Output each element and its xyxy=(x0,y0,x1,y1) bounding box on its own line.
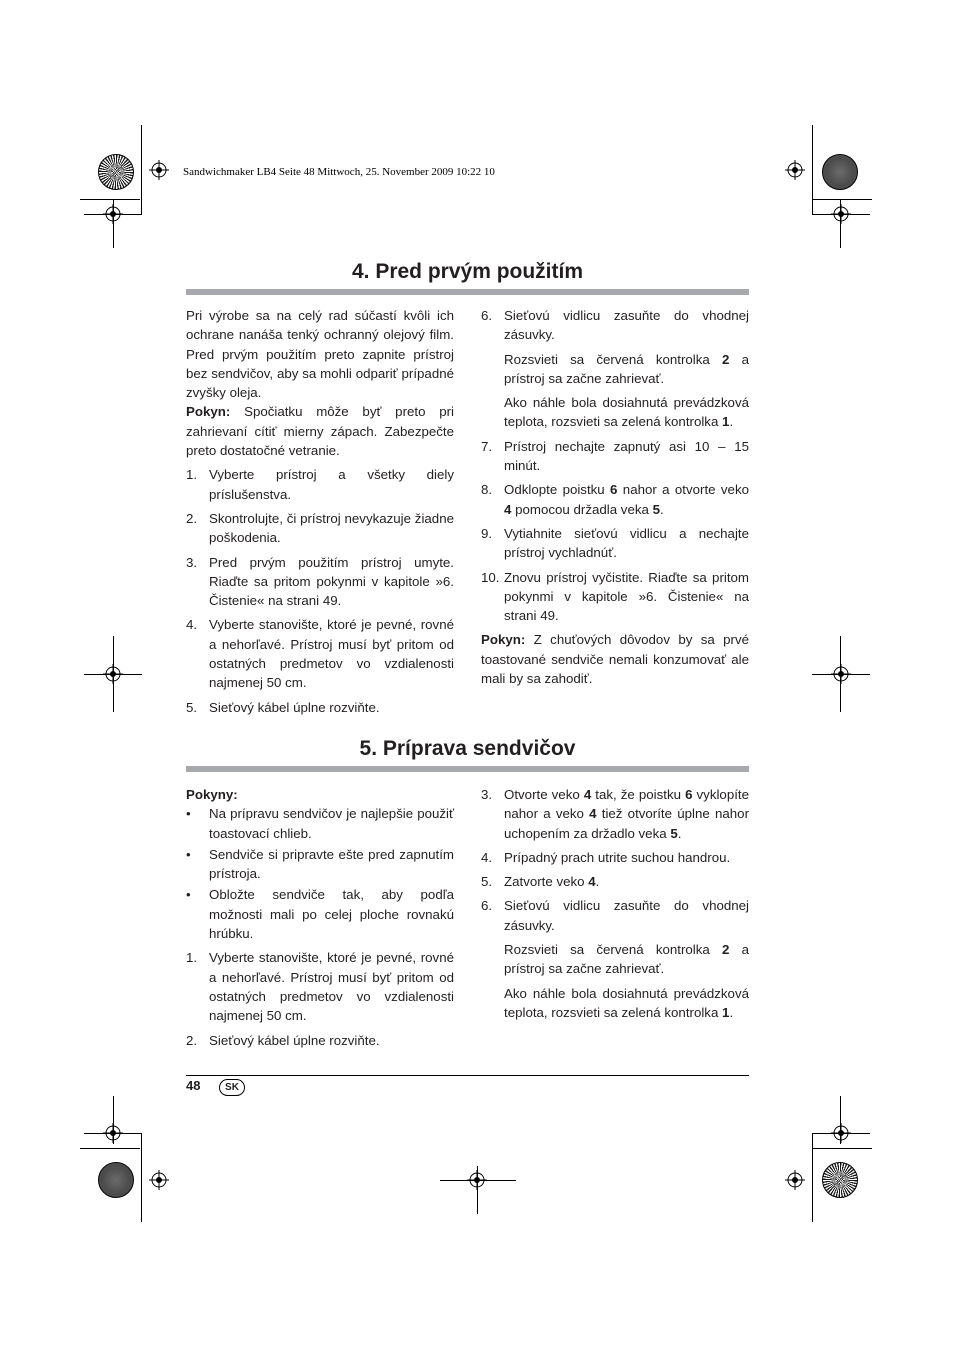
step-text: Sieťovú vidlicu zasuňte do vhodnej zásuvky. xyxy=(504,898,749,933)
crop-line xyxy=(141,125,142,215)
registration-mark-icon xyxy=(785,160,805,180)
hints-label: Pokyny: xyxy=(186,787,238,802)
step-text: pomocou držadla veka xyxy=(511,501,653,517)
detail-text: . xyxy=(729,1004,734,1020)
step-detail xyxy=(481,940,749,979)
step-number: 4. xyxy=(186,617,198,633)
section5-right-column xyxy=(481,785,749,1022)
part-number: 1 xyxy=(722,1004,730,1020)
note-label: Pokyn: xyxy=(186,404,231,420)
starburst-rosette-icon xyxy=(822,1162,858,1198)
registration-mark-icon xyxy=(103,204,123,224)
registration-mark-icon xyxy=(149,1170,169,1190)
crop-line xyxy=(812,125,813,215)
list-item xyxy=(186,698,454,717)
page-number: 48 xyxy=(186,1078,201,1093)
registration-mark-icon xyxy=(103,1123,123,1143)
part-number: 6 xyxy=(610,482,618,498)
step-text: Vyberte stanovište, ktoré je pevné, rovné a nehorľavé. Prístroj musí byť pritom od ostatných predmetov vo vzdialenosti najmenej 50 cm. xyxy=(209,950,454,1024)
list-item xyxy=(481,568,749,626)
section-rule xyxy=(186,766,749,772)
step-text: Zatvorte veko xyxy=(504,874,589,890)
part-number: 2 xyxy=(722,351,730,367)
crop-line xyxy=(812,1148,872,1149)
crop-line xyxy=(812,199,872,200)
step-text: vyklopíte nahor a veko xyxy=(504,787,750,822)
step-text: tiež otvoríte úplne nahor uchopením za držadlo veka xyxy=(504,806,749,841)
step-number: 5. xyxy=(186,699,198,715)
step-text: Otvorte veko xyxy=(504,787,584,802)
list-item xyxy=(481,848,749,867)
list-item xyxy=(481,437,749,476)
bullet-icon: • xyxy=(186,846,191,862)
section-title-first-use: 4. Pred prvým použitím xyxy=(351,260,584,283)
starburst-rosette-icon xyxy=(98,154,134,190)
step-detail xyxy=(481,393,749,432)
part-number: 4 xyxy=(583,787,592,802)
list-item xyxy=(186,465,454,504)
section-title-sandwich-prep: 5. Príprava sendvičov xyxy=(359,737,576,760)
step-number: 7. xyxy=(481,438,493,454)
detail-text: a prístroj sa začne zahrievať. xyxy=(504,942,749,977)
bullet-item xyxy=(186,845,454,884)
part-number: 4 xyxy=(504,501,512,517)
detail-text: Ako náhle bola dosiahnutá prevádzková teplota, rozsvieti sa zelená kontrolka xyxy=(504,985,749,1020)
registration-mark-icon xyxy=(785,1170,805,1190)
registration-mark-icon xyxy=(831,204,851,224)
step-number: 1. xyxy=(186,950,198,966)
registration-mark-icon xyxy=(467,1170,487,1190)
starburst-rosette-icon xyxy=(822,154,858,190)
step-number: 6. xyxy=(481,898,493,914)
bullet-item xyxy=(186,804,454,843)
step-number: 10. xyxy=(481,569,500,585)
section-rule xyxy=(186,289,749,295)
step-number: 2. xyxy=(186,510,198,526)
note-paragraph xyxy=(186,402,454,460)
section4-left-column xyxy=(186,306,454,717)
note-text: Spočiatku môže byť preto pri zahrievaní cítiť mierny zápach. Zabezpečte preto dostatočné vetranie. xyxy=(186,404,454,459)
step-number: 9. xyxy=(481,525,493,541)
bullet-icon: • xyxy=(186,806,191,822)
part-number: 1 xyxy=(722,414,730,430)
step-text: Vyberte prístroj a všetky diely príslušenstva. xyxy=(209,467,454,502)
step-text: Prístroj nechajte zapnutý asi 10 – 15 minút. xyxy=(504,438,749,474)
step-text: Vytiahnite sieťovú vidlicu a nechajte prístroj vychladnúť. xyxy=(504,525,749,561)
step-text: . xyxy=(595,874,600,890)
step-text: Odklopte poistku xyxy=(504,482,611,498)
crop-line xyxy=(80,199,140,200)
list-item xyxy=(186,553,454,611)
step-text: . xyxy=(660,501,664,517)
list-item xyxy=(186,615,454,692)
list-item xyxy=(481,306,749,345)
bullet-text: Sendviče si pripravte ešte pred zapnutím prístroja. xyxy=(209,846,454,882)
starburst-rosette-icon xyxy=(98,1162,134,1198)
list-item xyxy=(481,524,749,563)
note-text: Z chuťových dôvodov by sa prvé toastované sendviče nemali konzumovať ale mali by sa zahodiť. xyxy=(481,632,749,687)
part-number: 2 xyxy=(722,942,730,958)
list-item xyxy=(481,896,749,935)
part-number: 5 xyxy=(670,825,678,841)
running-head: Sandwichmaker LB4 Seite 48 Mittwoch, 25. November 2009 10:22 10 xyxy=(183,166,495,178)
step-detail xyxy=(481,984,749,1023)
list-item xyxy=(186,948,454,1025)
step-number: 3. xyxy=(186,554,198,570)
list-item xyxy=(481,872,749,891)
step-text: Sieťovú vidlicu zasuňte do vhodnej zásuvky. xyxy=(504,308,749,343)
bullet-icon: • xyxy=(186,887,191,903)
step-number: 2. xyxy=(186,1032,198,1048)
registration-mark-icon xyxy=(103,664,123,684)
step-text: Prípadný prach utrite suchou handrou. xyxy=(504,849,731,865)
note-paragraph xyxy=(481,630,749,688)
step-text: Znovu prístroj vyčistite. Riaďte sa pritom pokynmi v kapitole »6. Čistenie« na strani 49. xyxy=(504,569,749,624)
bullet-text: Obložte sendviče tak, aby podľa možnosti mali po celej ploche rovnakú hrúbku. xyxy=(209,887,454,942)
part-number: 4 xyxy=(589,806,597,822)
list-item xyxy=(481,480,749,519)
step-text: Vyberte stanovište, ktoré je pevné, rovné a nehorľavé. Prístroj musí byť pritom od ostatných predmetov vo vzdialenosti najmenej 50 cm. xyxy=(209,617,454,691)
step-number: 3. xyxy=(481,787,493,802)
step-number: 8. xyxy=(481,482,493,498)
step-number: 4. xyxy=(481,849,493,865)
list-item xyxy=(186,1031,454,1050)
list-item xyxy=(186,509,454,548)
step-number: 5. xyxy=(481,874,493,890)
part-number: 4 xyxy=(588,874,596,890)
part-number: 6 xyxy=(685,787,693,802)
section4-right-column xyxy=(481,306,749,688)
detail-text: Ako náhle bola dosiahnutá prevádzková teplota, rozsvieti sa zelená kontrolka xyxy=(504,395,749,430)
detail-text: a prístroj sa začne zahrievať. xyxy=(504,351,749,386)
section5-left-column xyxy=(186,785,454,1050)
step-number: 6. xyxy=(481,308,493,323)
registration-mark-icon xyxy=(831,664,851,684)
step-number: 1. xyxy=(186,467,198,483)
footer-rule xyxy=(186,1075,749,1076)
detail-text: Rozsvieti sa červená kontrolka xyxy=(504,351,722,367)
step-list xyxy=(186,465,454,717)
step-detail xyxy=(481,350,749,389)
step-text: Sieťový kábel úplne rozviňte. xyxy=(209,699,380,715)
list-item xyxy=(481,785,749,843)
step-text: Pred prvým použitím prístroj umyte. Riaďte sa pritom pokynmi v kapitole »6. Čistenie« na strani 49. xyxy=(209,554,454,609)
bullet-text: Na prípravu sendvičov je najlepšie použiť toastovací chlieb. xyxy=(209,806,454,841)
step-text: nahor a otvorte veko xyxy=(617,482,749,498)
note-label: Pokyn: xyxy=(481,632,526,648)
detail-text: Rozsvieti sa červená kontrolka xyxy=(504,942,722,958)
language-badge: SK xyxy=(219,1079,245,1096)
detail-text: . xyxy=(729,414,734,430)
bullet-item xyxy=(186,885,454,943)
step-text: tak, že poistku xyxy=(591,787,686,802)
crop-line xyxy=(80,1148,140,1149)
registration-mark-icon xyxy=(149,160,169,180)
crop-line xyxy=(141,1134,142,1222)
step-text: . xyxy=(677,825,682,841)
step-text: Sieťový kábel úplne rozviňte. xyxy=(209,1032,380,1048)
registration-mark-icon xyxy=(831,1123,851,1143)
intro-paragraph: Pri výrobe sa na celý rad súčastí kvôli ich ochrane nanáša tenký ochranný olejový film. Pred prvým použitím preto zapnite prístroj bez sendvičov, aby sa mohli odpariť prípadné zvyšky oleja. xyxy=(186,308,454,401)
step-text: Skontrolujte, či prístroj nevykazuje žiadne poškodenia. xyxy=(209,510,454,546)
part-number: 5 xyxy=(652,501,660,517)
